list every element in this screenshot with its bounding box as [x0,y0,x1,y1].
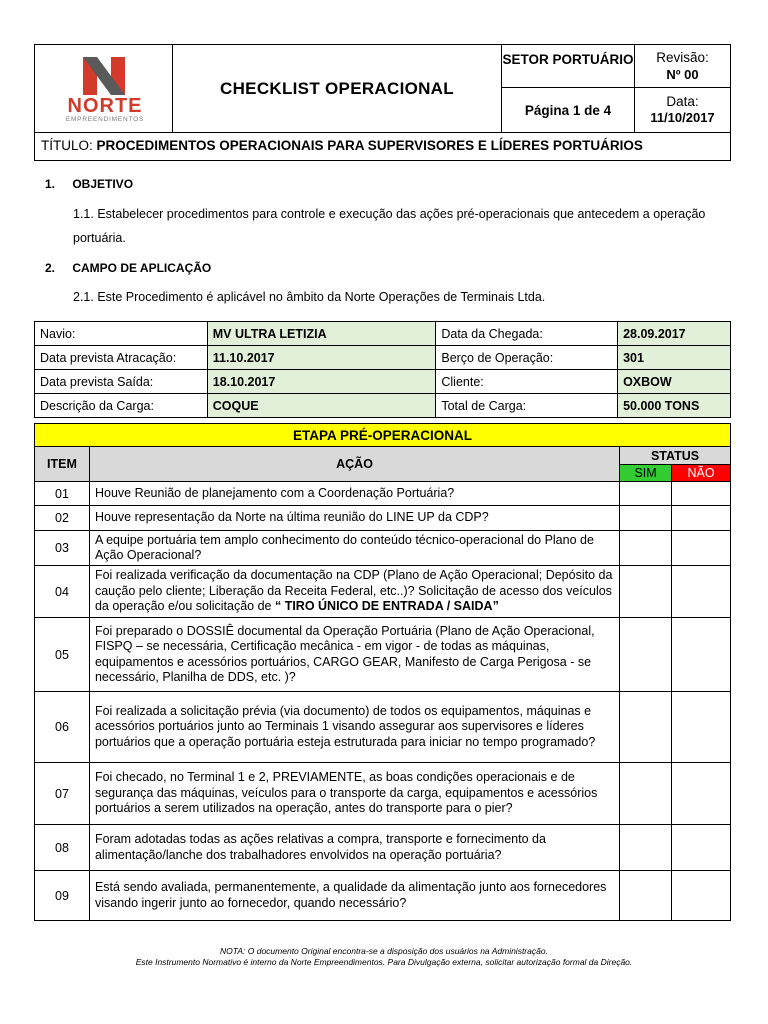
nao-checkbox[interactable] [672,531,731,566]
cliente-label: Cliente: [436,370,618,394]
section-1-heading [45,177,133,191]
sim-checkbox[interactable] [620,871,672,921]
revision-value: Nº 00 [666,67,699,82]
atracacao-label: Data prevista Atracação: [35,346,208,370]
nao-checkbox[interactable] [672,506,731,531]
cliente-value: OXBOW [618,370,731,394]
item-number: 05 [35,618,90,692]
item-action-text: Foi realizada verificação da documentação na CDP (Plano de Ação Operacional; Depósito da caução pelo cliente; Liberação da Receita Federal, etc..)? Solicitação de acesso dos veículos da operação e/ou solicitação de [94,568,613,614]
item-action: Houve representação da Norte na última reunião do LINE UP da CDP? [89,506,619,531]
date-cell [635,88,730,132]
table-row [35,346,731,370]
item-action: A equipe portuária tem amplo conhecimento do conteúdo técnico-operacional do Plano de Ação Operacional? [89,531,619,566]
table-row [35,566,731,618]
item-number: 01 [35,482,90,506]
sim-checkbox[interactable] [620,763,672,825]
page-indicator: Página 1 de 4 [502,88,635,132]
item-number: 07 [35,763,90,825]
date-label: Data: [666,94,699,109]
nao-checkbox[interactable] [672,871,731,921]
sim-checkbox[interactable] [620,825,672,871]
table-row [35,825,731,871]
sim-checkbox[interactable] [620,692,672,763]
atracacao-value: 11.10.2017 [207,346,436,370]
item-number: 04 [35,566,90,618]
table-row [35,763,731,825]
section-2-title: CAMPO DE APLICAÇÃO [72,261,212,275]
ship-info-table [34,321,731,418]
logo-subtext: EMPREENDIMENTOS [65,116,145,123]
section-1-number: 1. [45,177,56,191]
sim-checkbox[interactable] [620,506,672,531]
total-value: 50.000 TONS [618,394,731,418]
col-status-header: STATUS [620,447,731,465]
document-title: CHECKLIST OPERACIONAL [173,45,502,132]
item-action: Foi preparado o DOSSIÊ documental da Operação Portuária (Plano de Ação Operacional, FISPQ – se necessária, Certificação mecânica - em vigor - de todas as máquinas, equipamentos e acessórios portuários, CARGO GEAR, Manifesto de Carga Perigosa - se necessário, Planilha de DDS, etc. )? [89,618,619,692]
titulo-row [35,132,730,160]
col-acao-header: AÇÃO [89,447,619,482]
total-label: Total de Carga: [436,394,618,418]
table-row [35,506,731,531]
nao-checkbox[interactable] [672,692,731,763]
date-value: 11/10/2017 [650,110,715,125]
item-action: Houve Reunião de planejamento com a Coordenação Portuária? [89,482,619,506]
table-row [35,871,731,921]
footer-note-line1: NOTA: O documento Original encontra-se a disposição dos usuários na Administração. [220,946,548,956]
section-2-heading [45,261,211,275]
company-logo [35,45,173,132]
etapa-title: ETAPA PRÉ-OPERACIONAL [35,424,731,447]
nao-checkbox[interactable] [672,763,731,825]
revision-label: Revisão: [656,50,709,65]
col-item-header: ITEM [35,447,90,482]
item-action: Foi realizada a solicitação prévia (via documento) de todos os equipamentos, máquinas e acessórios portuários junto ao Terminais 1 visando assegurar aos supervisores e líderes portuários que a operação portuária esteja estruturada para iniciar no tempo programado? [89,692,619,763]
sim-checkbox[interactable] [620,566,672,618]
etapa-row [35,424,731,447]
revision-cell [635,45,730,88]
saida-label: Data prevista Saída: [35,370,208,394]
document-header [34,44,731,161]
table-row [35,618,731,692]
sim-checkbox[interactable] [620,618,672,692]
nao-checkbox[interactable] [672,825,731,871]
titulo-label: TÍTULO: [41,138,93,153]
table-row [35,692,731,763]
footer-note-line2: Este Instrumento Normativo é interno da Norte Empreendimentos. Para Divulgação externa, solicitar autorização formal da Direção. [135,956,633,967]
item-number: 09 [35,871,90,921]
saida-value: 18.10.2017 [207,370,436,394]
table-row [35,322,731,346]
table-row [35,394,731,418]
item-number: 08 [35,825,90,871]
item-number: 06 [35,692,90,763]
chegada-label: Data da Chegada: [436,322,618,346]
carga-value: COQUE [207,394,436,418]
item-number: 03 [35,531,90,566]
sim-checkbox[interactable] [620,531,672,566]
item-action-bold: “ TIRO ÚNICO DE ENTRADA / SAIDA” [274,599,499,614]
nao-header: NÃO [672,465,731,482]
setor-cell: SETOR PORTUÁRIO [502,45,635,88]
nao-checkbox[interactable] [672,482,731,506]
section-2-text: 2.1. Este Procedimento é aplicável no âmbito da Norte Operações de Terminais Ltda. [73,290,546,304]
section-1-text: 1.1. Estabelecer procedimentos para controle e execução das ações pré-operacionais que antecedem a operação portuária. [73,207,706,245]
section-2-number: 2. [45,261,56,275]
header-row [35,447,731,465]
section-1-title: OBJETIVO [72,177,134,191]
item-action: Está sendo avaliada, permanentemente, a qualidade da alimentação junto aos fornecedores visando ingerir junto ao fornecedor, quando necessário? [89,871,619,921]
table-row [35,370,731,394]
nao-checkbox[interactable] [672,618,731,692]
carga-label: Descrição da Carga: [35,394,208,418]
sim-checkbox[interactable] [620,482,672,506]
chegada-value: 28.09.2017 [618,322,731,346]
berco-value: 301 [618,346,731,370]
berco-label: Berço de Operação: [436,346,618,370]
item-action: Foram adotadas todas as ações relativas a compra, transporte e fornecimento da alimentação/lanche dos trabalhadores envolvidos na operação portuária? [89,825,619,871]
navio-value: MV ULTRA LETIZIA [207,322,436,346]
item-action [89,566,619,618]
item-action: Foi checado, no Terminal 1 e 2, PREVIAMENTE, as boas condições operacionais e de segurança das máquinas, veículos para o transporte da carga, equipamentos e acessórios portuários a serem utilizados na operação, antes do transporte para o pier? [89,763,619,825]
titulo-value: PROCEDIMENTOS OPERACIONAIS PARA SUPERVISORES E LÍDERES PORTUÁRIOS [96,138,643,153]
table-row [35,482,731,506]
logo-text: NORTE [67,95,143,117]
nao-checkbox[interactable] [672,566,731,618]
navio-label: Navio: [35,322,208,346]
sim-header: SIM [620,465,672,482]
item-number: 02 [35,506,90,531]
footer-note [0,946,768,967]
table-row [35,531,731,566]
checklist-table [34,423,731,921]
